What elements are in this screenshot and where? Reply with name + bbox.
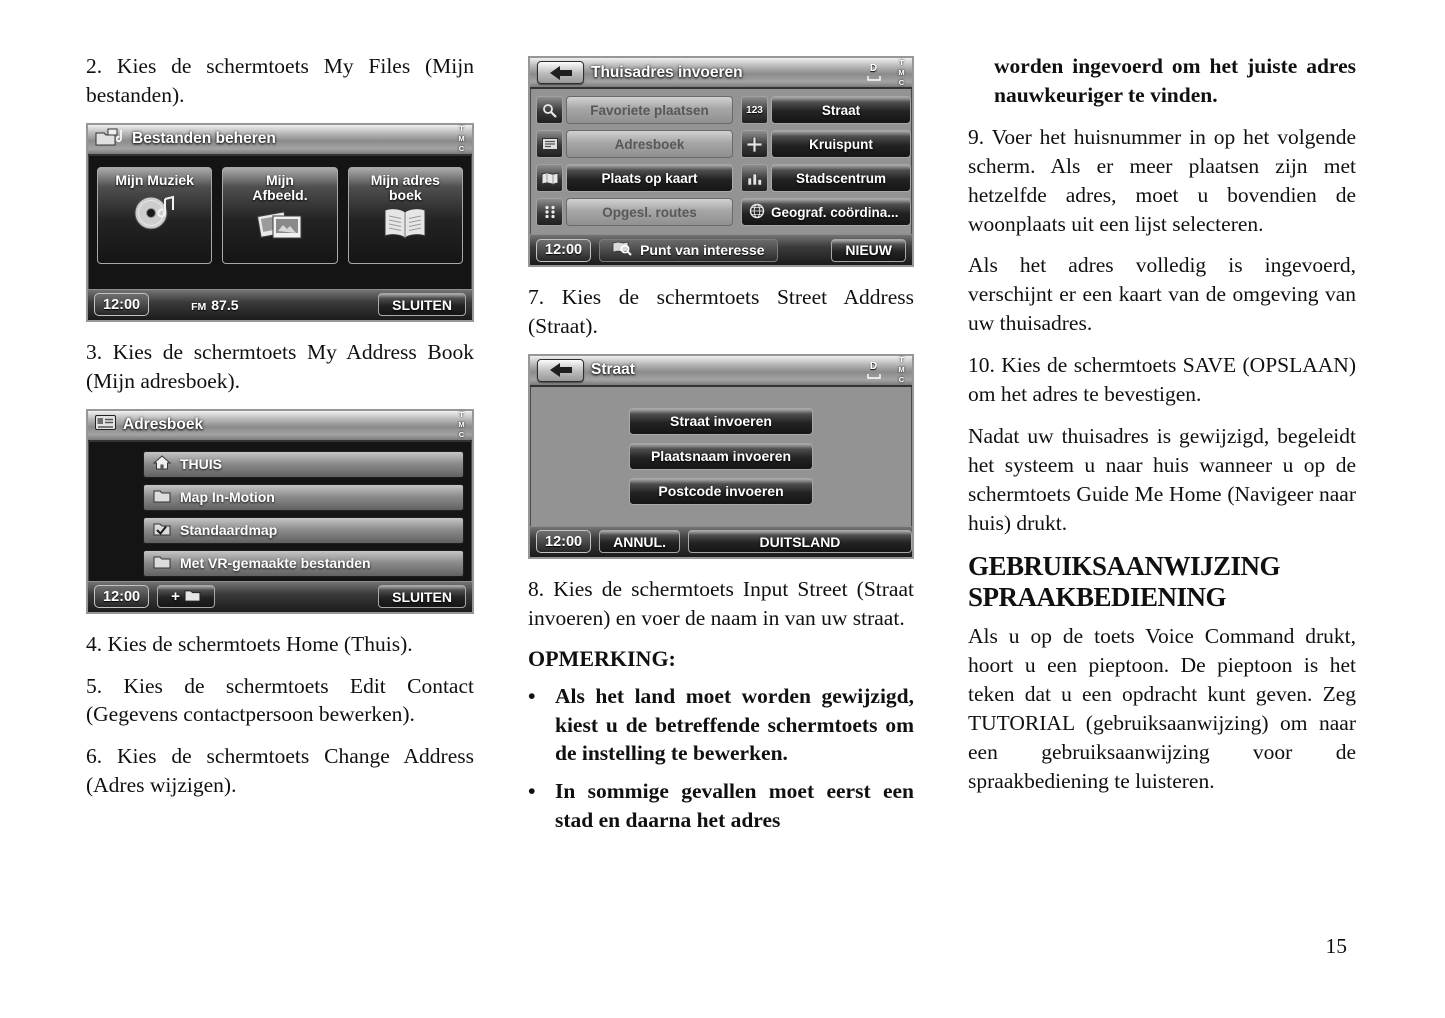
column-middle [528, 52, 914, 844]
address-map-paragraph: Als het adres volledig is ingevoerd, verschijnt er een kaart van de omgeving van uw thuisadres. [968, 253, 1356, 336]
step-2-text: 2. Kies de schermtoets My Files (Mijn bestanden). [86, 54, 474, 107]
step-4-text: 4. Kies de schermtoets Home (Thuis). [86, 631, 413, 656]
close-button[interactable]: SLUITEN [378, 293, 466, 316]
my-pictures-button[interactable] [222, 167, 337, 264]
back-button[interactable] [537, 359, 584, 382]
tmc-indicator: TMC [897, 57, 906, 88]
street-button[interactable] [741, 96, 911, 124]
button-label: Stadscentrum [771, 164, 911, 192]
poi-label: Punt van interesse [640, 242, 765, 258]
clock: 12:00 [94, 585, 149, 608]
folder-icon [184, 589, 201, 605]
screen-title: Thuisadres invoeren [591, 63, 743, 81]
note-bullet-1 [528, 682, 914, 769]
home-address-screen [528, 56, 914, 267]
guide-me-home-paragraph: Nadat uw thuisadres is gewijzigd, begeleidt het systeem u naar huis wanneer u op de schermtoets Guide Me Home (Navigeer naar huis) drukt. [968, 423, 1356, 535]
postcode-input-button[interactable]: Postcode invoeren [629, 478, 813, 505]
routes-icon [536, 198, 563, 226]
tmc-indicator: TMC [457, 410, 466, 441]
city-center-icon [741, 164, 768, 192]
house-number-icon: 123 [741, 96, 768, 124]
photos-icon [256, 205, 304, 248]
back-arrow-icon [550, 66, 572, 80]
files-manager-screen [86, 123, 474, 322]
disc-indicator-label: D [869, 360, 878, 372]
bullet-text: In sommige gevallen moet eerst een stad en daarna het adres [555, 779, 914, 833]
disc-indicator [867, 362, 881, 379]
column-right [968, 52, 1356, 844]
item-label: Standaardmap [180, 522, 278, 539]
cd-icon [131, 190, 179, 235]
geo-coordinates-button[interactable] [741, 198, 911, 226]
folder-check-icon [153, 522, 171, 539]
disc-slot-icon [867, 75, 881, 81]
back-arrow-icon [550, 363, 572, 377]
street-bottombar [530, 526, 912, 557]
step-6-text: 6. Kies de schermtoets Change Address (Adres wijzigen). [86, 744, 474, 798]
intersection-icon [741, 130, 768, 158]
screen-title: Straat [591, 361, 635, 379]
disc-indicator [867, 64, 881, 81]
plus-icon: + [171, 588, 180, 606]
item-label: THUIS [180, 456, 222, 473]
city-center-button[interactable] [741, 164, 911, 192]
place-on-map-button[interactable] [536, 164, 733, 192]
street-body [530, 387, 912, 505]
item-label: Met VR-gemaakte bestanden [180, 555, 371, 572]
bullet-continuation-text: worden ingevoerd om het juiste adres nauwkeuriger te vinden. [994, 54, 1356, 107]
folder-icon [153, 555, 171, 572]
tmc-indicator: TMC [457, 124, 466, 155]
map-icon [536, 164, 563, 192]
note-bullet-2 [528, 777, 914, 835]
my-address-book-button[interactable] [348, 167, 463, 264]
addressbook-titlebar [88, 411, 472, 442]
street-screen [528, 354, 914, 559]
addressbook-list [88, 442, 472, 577]
contact-card-icon [95, 415, 116, 435]
screen-title: Bestanden beheren [132, 130, 276, 148]
tmc-indicator: TMC [897, 355, 906, 386]
note-heading: OPMERKING: [528, 645, 676, 671]
my-music-button[interactable] [97, 167, 212, 264]
address-book-icon [380, 205, 430, 246]
step-9-text: 9. Voer het huisnummer in op het volgende scherm. Als er meer plaatsen zijn met hetzelfde adres, moet u bovendien de woonplaats uit een lijst selecteren. [968, 124, 1356, 236]
globe-icon [749, 203, 765, 222]
street-input-button[interactable]: Straat invoeren [629, 408, 813, 435]
page-number: 15 [1325, 934, 1347, 958]
button-label: Geograf. coördina... [771, 204, 899, 220]
address-list-icon [536, 130, 563, 158]
step-3-text: 3. Kies de schermtoets My Address Book (Mijn adresboek). [86, 339, 474, 393]
button-label: Opgesl. routes [566, 198, 733, 226]
poi-button[interactable] [599, 239, 778, 262]
fm-frequency: 87.5 [211, 296, 239, 313]
close-button[interactable]: SLUITEN [378, 585, 466, 608]
button-label: Straat [771, 96, 911, 124]
bullet-marker: • [528, 779, 536, 804]
addressbook-button [536, 130, 733, 158]
home-address-bottombar [530, 234, 912, 265]
column-left [86, 52, 474, 844]
city-name-input-button[interactable]: Plaatsnaam invoeren [629, 443, 813, 470]
voice-command-paragraph: Als u op de toets Voice Command drukt, hoort u een pieptoon. De pieptoon is het teken dat u een opdracht kunt geven. Zeg TUTORIAL (gebruiksaanwijzing) om naar een gebruiksaanwijzing voor de spraakbediening te luisteren. [968, 624, 1356, 793]
step-5-text: 5. Kies de schermtoets Edit Contact (Gegevens contactpersoon bewerken). [86, 673, 474, 727]
home-icon [153, 455, 171, 473]
addressbook-item-map-in-motion[interactable] [143, 484, 464, 511]
step-7-text: 7. Kies de schermtoets Street Address (Straat). [528, 285, 914, 338]
back-button[interactable] [537, 61, 584, 84]
poi-search-icon [612, 241, 632, 259]
addressbook-bottombar [88, 581, 472, 612]
address-book-screen [86, 409, 474, 614]
bullet-text: Als het land moet worden gewijzigd, kiest u de betreffende schermtoets om de instelling te bewerken. [555, 683, 914, 766]
country-button[interactable]: DUITSLAND [688, 530, 912, 553]
step-8-text: 8. Kies de schermtoets Input Street (Straat invoeren) en voer de naam in van uw straat. [528, 576, 914, 630]
addressbook-item-thuis[interactable] [143, 451, 464, 478]
button-label: Mijn adres boek [370, 171, 440, 203]
button-label: Favoriete plaatsen [566, 96, 733, 124]
saved-routes-button [536, 198, 733, 226]
new-button[interactable]: NIEUW [831, 239, 906, 262]
addressbook-item-standaardmap[interactable] [143, 517, 464, 544]
disc-indicator-label: D [869, 63, 878, 74]
item-label: Map In-Motion [180, 489, 275, 506]
media-files-icon [95, 127, 125, 151]
bullet-marker: • [528, 683, 536, 708]
step-10-text: 10. Kies de schermtoets SAVE (OPSLAAN) om het adres te bevestigen. [968, 353, 1356, 407]
files-titlebar [88, 125, 472, 156]
new-folder-button[interactable] [157, 585, 215, 608]
geo-coordinates-button-body [741, 198, 911, 226]
disc-slot-icon [867, 373, 881, 379]
cancel-button[interactable]: ANNUL. [599, 530, 680, 553]
favorites-search-icon [536, 96, 563, 124]
home-address-grid [530, 89, 912, 233]
clock: 12:00 [94, 293, 149, 316]
fm-label: FM [191, 300, 207, 313]
section-heading-voice: GEBRUIKSAANWIJZING SPRAAKBEDIENING [968, 550, 1281, 613]
button-label: Mijn Afbeeld. [252, 171, 308, 203]
folder-icon [153, 489, 171, 506]
files-body [88, 156, 472, 275]
clock: 12:00 [536, 239, 591, 262]
button-label: Adresboek [566, 130, 733, 158]
button-label: Mijn Muziek [115, 171, 194, 188]
button-label: Plaats op kaart [566, 164, 733, 192]
addressbook-item-vr-bestanden[interactable] [143, 550, 464, 577]
clock: 12:00 [536, 530, 591, 553]
home-address-titlebar [530, 58, 912, 89]
intersection-button[interactable] [741, 130, 911, 158]
button-label: Kruispunt [771, 130, 911, 158]
street-titlebar [530, 356, 912, 387]
files-bottombar [88, 289, 472, 320]
screen-title: Adresboek [123, 416, 204, 434]
favorite-places-button [536, 96, 733, 124]
fm-display [191, 297, 238, 313]
